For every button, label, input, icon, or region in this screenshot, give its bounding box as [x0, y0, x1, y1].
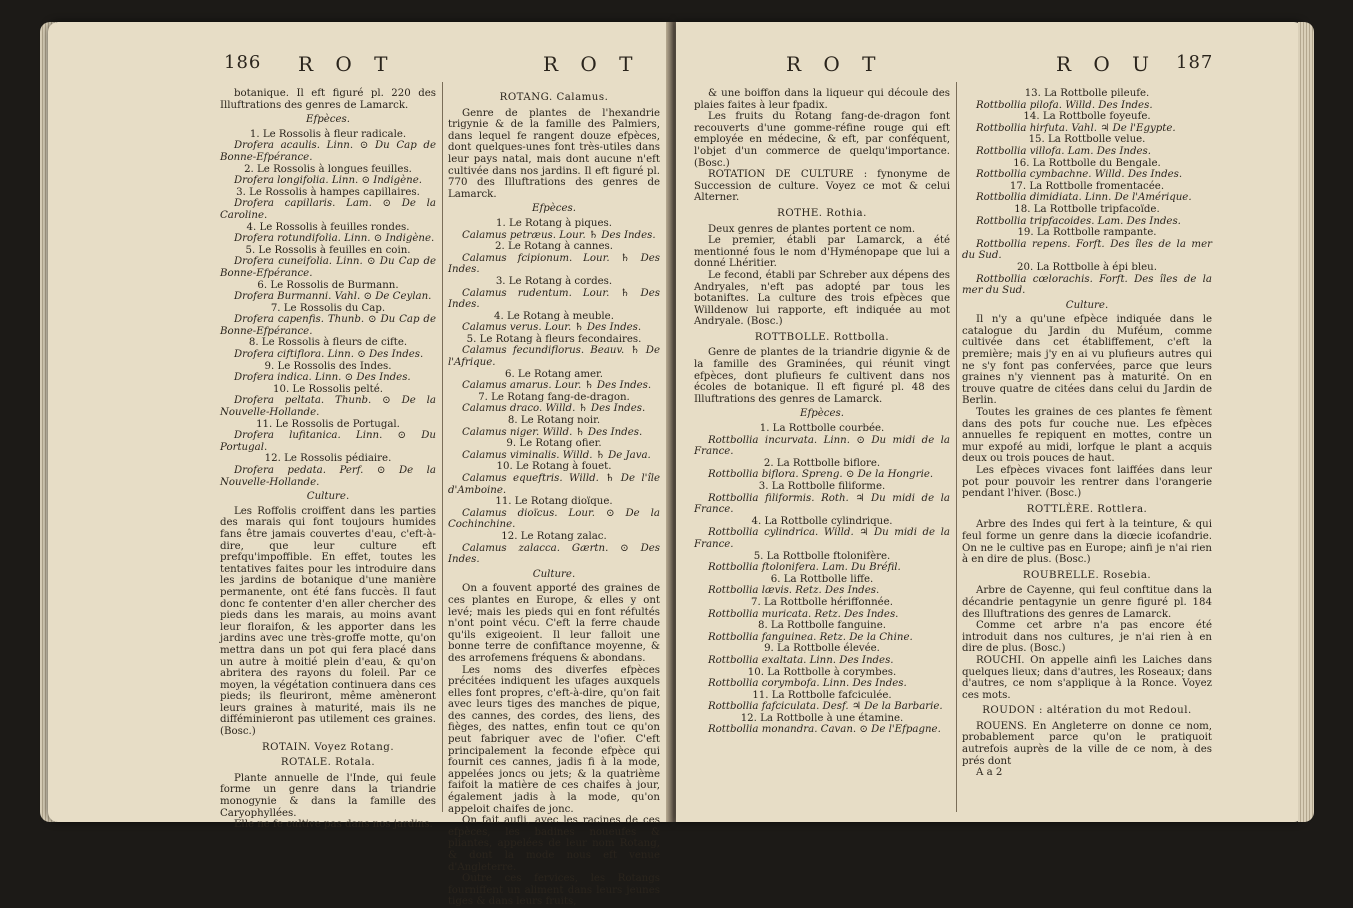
text-line: Les noms des diverfes efpèces précitées indiquent les ufages auxquels elles font propres, c'eft-à-dire, qu'on fait avec leurs tiges des manches de pique, des cannes, des cordes, des liens, des fièges, des nattes, enfin tout ce qu'on peut fabriquer avec de l'ofier. C'eft principalement la feconde efpèce qui fournit ces cannes, jadis fi à la mode, appelées joncs ou jets; & la quatrième faifoit la matière de ces chaifes à jour, également jadis à la mode, qu'on appeloit chaifes de jonc.: [448, 664, 660, 815]
text-line: Les fruits du Rotang fang-de-dragon font recouverts d'une gomme-réfine rouge qui eft employée en médecine, & eft, par conféquent, l'objet d'un commerce de quelqu'importance. (Bosc.): [694, 111, 950, 169]
text-line: 2. La Rottbolle biflore.: [763, 457, 881, 469]
text-line: Le fecond, établi par Schreber aux dépens des Andryales, n'eft pas adopté par tous les botaniftes. La culture des trois efpèces que Willdenow lui rapporte, eft indiquée au mot Andryale. (Bosc.): [694, 269, 950, 328]
text-line: Genre de plantes de la triandrie digynie & de la famille des Graminées, qui réunit vingt efpèces, dont plufieurs fe cultivent dans nos écoles de botanique. Il eft figuré pl. 48 des Illuftrations des genres de Lamarck.: [694, 347, 950, 405]
text-line: Arbre des Indes qui fert à la teinture, & qui feul forme un genre dans la diœcie icofandrie. On ne le cultive pas en Europe; ainfi je n'ai rien à en dire de plus. (Bosc.): [962, 519, 1212, 566]
text-line: 5. La Rottbolle ftolonifère.: [753, 550, 891, 562]
text-line: Drofera ciftiflora. Linn. ⊙ Des Indes.: [234, 349, 424, 361]
text-line: 12. Le Rossolis pédiaire.: [264, 453, 392, 465]
text-line: Rottbollia villofa. Lam. Des Indes.: [976, 145, 1151, 157]
text-line: 16. La Rottbolle du Bengale.: [1013, 157, 1161, 169]
text-line: Toutes les graines de ces plantes fe fèment dans des pots fur couche nue. Les efpèces annuelles fe repiquent en mottes, contre un mur expofé au midi, lorfque le plant a acquis deux ou trois pouces de haut.: [962, 407, 1212, 465]
text-line: Rottbollia muricata. Retz. Des Indes.: [708, 608, 899, 620]
text-line: Rottbollia exaltata. Linn. Des Indes.: [708, 654, 894, 666]
text-line: Genre de plantes de l'hexandrie trigynie & de la famille des Palmiers, dans lequel fe rangent douze efpèces, dont quelques-unes font très-utiles dans leur pays natal, mais dont aucune n'eft cultivée dans nos jardins. Il eft figuré pl. 770 des Illuftrations des genres de Lamarck.: [448, 107, 660, 200]
text-line: 11. Le Rossolis de Portugal.: [256, 418, 400, 430]
text-line: 17. La Rottbolle fromentacée.: [1009, 180, 1165, 192]
text-line: 1. Le Rotang à piques.: [496, 217, 612, 229]
text-line: Calamus rudentum. Lour. ♄ Des Indes.: [448, 287, 660, 311]
text-line: Calamus fecundiflorus. Beauv. ♄ De l'Afrique.: [448, 345, 660, 369]
text-line: Rottbollia lævis. Retz. Des Indes.: [708, 585, 880, 597]
text-line: Calamus petræus. Lour. ♄ Des Indes.: [462, 229, 656, 241]
text-line: 5. Le Rotang à fleurs fecondaires.: [466, 333, 642, 345]
text-line: Drofera peltata. Thunb. ⊙ De la Nouvelle-Hollande.: [220, 395, 436, 419]
text-line: Rottbollia fanguinea. Retz. De la Chine.: [708, 631, 913, 643]
text-line: ROUDON : altération du mot Redoul.: [982, 705, 1192, 717]
text-line: On fait aufli, avec les racines de ces efpèces, les badines noueufes & pliantes, appelées de leur nom Rotang, & dont la mode nous eft venue d'Angleterre.: [448, 815, 660, 873]
left-headword: R O T: [298, 52, 396, 76]
right-page-number: 187: [1176, 52, 1214, 73]
text-line: Rottbollia fafciculata. Desf. ♃ De la Barbarie.: [708, 701, 943, 713]
text-line: Rottbollia cymbachne. Willd. Des Indes.: [976, 169, 1183, 181]
text-line: Les Roffolis croiffent dans les parties des marais qui font toujours humides fans être jamais couvertes d'eau, c'eft-à-dire, que leur culture eft prefqu'impoffible. En effet, toutes les tentatives faites pour les introduire dans les jardins de botanique d'une manière permanente, ont été fans fuccès. Il faut donc fe contenter d'en aller chercher des pieds dans les marais, au moins avant leur floraifon, & les apporter dans les jardins avec une très-groffe motte, qu'on mettra dans un pot qui fera placé dans un autre à moitié plein d'eau, & qu'on abritera des rayons du foleil. Par ce moyen, la végétation continuera dans ces pieds; ils fleuriront, même amèneront leurs graines à maturité, mais ils ne difféminieront pas utilement ces graines. (Bosc.): [220, 505, 436, 738]
left-page-number: 186: [224, 52, 262, 73]
text-line: 7. La Rottbolle hériffonnée.: [751, 596, 893, 608]
text-line: Arbre de Cayenne, qui feul conftitue dans la décandrie pentagynie un genre figuré pl. 184 des Illuftrations des genres de Lamarck.: [962, 585, 1212, 620]
text-line: Drofera capenfis. Thunb. ⊙ Du Cap de Bonne-Efpérance.: [220, 314, 436, 337]
text-line: 9. Le Rossolis des Indes.: [264, 360, 392, 372]
text-line: Rottbollia pilofa. Willd. Des Indes.: [976, 99, 1153, 111]
left-running-head: [48, 52, 670, 78]
text-line: On a fouvent apporté des graines de ces plantes en Europe, & elles y ont levé; mais les pieds qui en font réfultés n'ont point vécu. C'eft la ferre chaude qu'ils exigeoient. Il leur falloit une bonne terre de confiftance moyenne, & des arrofemens fréquens & abondans.: [448, 583, 660, 664]
text-line: 19. La Rottbolle rampante.: [1017, 227, 1157, 239]
text-line: Comme cet arbre n'a pas encore été introduit dans nos cultures, je n'ai rien à en dire de plus. (Bosc.): [962, 620, 1212, 655]
text-line: Rottbollia corymbofa. Linn. Des Indes.: [708, 678, 907, 690]
left-headword-col2: R O T: [543, 52, 641, 76]
text-line: Calamus viminalis. Willd. ♄ De Java.: [462, 449, 651, 461]
text-line: 12. La Rottbolle à une étamine.: [740, 712, 904, 724]
text-line: Rottbollia cœlorachis. Forft. Des îles de la mer du Sud.: [962, 273, 1212, 297]
text-line: Calamus amarus. Lour. ♄ Des Indes.: [462, 380, 652, 392]
text-line: 11. Le Rotang dioïque.: [495, 496, 613, 508]
text-line: 6. Le Rotang amer.: [504, 368, 604, 380]
right-column-divider: [956, 82, 957, 812]
text-line: Rottbollia repens. Forft. Des îles de la mer du Sud.: [962, 238, 1212, 262]
text-line: Drofera lufitanica. Linn. ⊙ Du Portugal.: [220, 430, 436, 453]
text-line: Plante annuelle de l'Inde, qui feule forme un genre dans la triandrie monogynie & dans la famille des Caryophyllées.: [220, 772, 436, 819]
text-line: Rottbollia tripfacoides. Lam. Des Indes.: [976, 215, 1181, 227]
text-line: 10. Le Rossolis pelté.: [272, 383, 384, 395]
text-line: Efpèces.: [306, 114, 350, 126]
text-line: Rottbollia dimidiata. Linn. De l'Amérique.: [976, 192, 1192, 204]
text-line: Drofera cuneifolia. Linn. ⊙ Du Cap de Bonne-Efpérance.: [220, 256, 436, 279]
text-line: 7. Le Rossolis du Cap.: [270, 302, 386, 314]
text-line: 2. Le Rotang à cannes.: [495, 241, 613, 253]
text-line: Calamus zalacca. Gærtn. ⊙ Des Indes.: [448, 542, 660, 566]
text-line: 20. La Rottbolle à épi bleu.: [1017, 261, 1157, 273]
text-line: ROTHE. Rothia.: [777, 207, 867, 219]
text-line: 8. La Rottbolle fanguine.: [757, 620, 887, 632]
text-line: Rottbollia hirfuta. Vahl. ♃ De l'Egypte.: [976, 122, 1176, 134]
text-line: 4. Le Rotang à meuble.: [494, 310, 614, 322]
text-line: Calamus fcipionum. Lour. ♄ Des Indes.: [448, 252, 660, 276]
right-page-edge: [1298, 22, 1314, 822]
text-line: 8. Le Rossolis à fleurs de cifte.: [248, 337, 408, 349]
text-line: ROUENS. En Angleterre on donne ce nom, probablement parce qu'on le pratiquoit autrefois auprès de la ville de ce nom, à des prés dont: [962, 720, 1212, 767]
text-line: 10. Le Rotang à fouet.: [496, 461, 612, 473]
text-line: Calamus draco. Willd. ♄ Des Indes.: [462, 403, 646, 415]
right-column-1: [694, 88, 950, 736]
text-line: Drofera pedata. Perf. ⊙ De la Nouvelle-Hollande.: [220, 465, 436, 488]
text-line: botanique. Il eft figuré pl. 220 des Illuftrations des genres de Lamarck.: [220, 88, 436, 111]
text-line: Rottbollia biflora. Spreng. ⊙ De la Hongrie.: [708, 469, 934, 481]
text-line: Calamus dioïcus. Lour. ⊙ De la Cochinchine.: [448, 507, 660, 531]
text-line: 6. Le Rossolis de Burmann.: [257, 279, 399, 291]
text-line: Il n'y a qu'une efpèce indiquée dans le catalogue du Jardin du Muféum, comme cultivée dans cet établiffement, c'eft la première; mais j'y en ai vu plufieurs autres qui ne s'y font pas confervées, parce que leurs graines n'y viennent pas à maturité. On en trouve quatre de citées dans celui du Jardin de Berlin.: [962, 314, 1212, 407]
text-line: 18. La Rottbolle tripfacoïde.: [1014, 203, 1160, 215]
text-line: Drofera Burmanni. Vahl. ⊙ De Ceylan.: [234, 291, 432, 303]
text-line: 3. Le Rotang à cordes.: [495, 275, 613, 287]
text-line: ROTALE. Rotala.: [280, 757, 376, 769]
text-line: 3. La Rottbolle filiforme.: [758, 481, 886, 492]
left-column-1: [220, 88, 436, 831]
text-line: 10. La Rottbolle à corymbes.: [747, 666, 897, 678]
text-line: Culture.: [532, 568, 576, 580]
text-line: Calamus verus. Lour. ♄ Des Indes.: [462, 322, 642, 334]
text-line: Rottbollia filiformis. Roth. ♃ Du midi de la France.: [694, 492, 950, 516]
text-line: Outre ces fervices, les Rotangs fourniffent un aliment dans leurs jeunes tiges & dans leurs fruits,: [448, 873, 660, 908]
right-page: [676, 22, 1304, 822]
left-column-divider: [442, 82, 443, 812]
text-line: 4. La Rottbolle cylindrique.: [751, 515, 893, 527]
text-line: ROTTBOLLE. Rottbolla.: [754, 331, 890, 343]
left-page: [48, 22, 670, 908]
text-line: Calamus equeftris. Willd. ♄ De l'île d'Amboine.: [448, 473, 660, 496]
text-line: 1. La Rottbolle courbée.: [759, 423, 885, 435]
right-column-2: [962, 88, 1212, 779]
text-line: Efpèces.: [532, 203, 576, 215]
right-headword-left: R O T: [786, 52, 884, 76]
text-line: Drofera longifolia. Linn. ⊙ Indigène.: [234, 175, 422, 187]
text-line: Drofera indica. Linn. ⊙ Des Indes.: [234, 372, 411, 384]
text-line: Elle ne fe cultive pas dans nos jardins.: [234, 819, 433, 831]
text-line: ROTAIN. Voyez Rotang.: [261, 741, 395, 753]
text-line: Les efpèces vivaces font laiffées dans leur pot pour pouvoir les rentrer dans l'orangerie pendant l'hiver. (Bosc.): [962, 465, 1212, 500]
text-line: ROUBRELLE. Rosebia.: [1022, 569, 1152, 581]
text-line: Drofera capillaris. Lam. ⊙ De la Caroline.: [220, 198, 436, 221]
text-line: & une boiffon dans la liqueur qui découle des plaies faites à leur fpadix.: [694, 88, 950, 111]
text-line: 9. La Rottbolle élevée.: [764, 643, 880, 655]
text-line: 8. Le Rotang noir.: [507, 415, 601, 427]
text-line: 9. Le Rotang ofier.: [506, 438, 602, 450]
text-line: Drofera acaulis. Linn. ⊙ Du Cap de Bonne-Efpérance.: [220, 140, 436, 163]
text-line: ROTANG. Calamus.: [499, 92, 609, 103]
text-line: Rottbollia ftolonifera. Lam. Du Bréfil.: [708, 562, 901, 574]
text-line: 3. Le Rossolis à hampes capillaires.: [236, 186, 420, 198]
text-line: Rottbollia monandra. Cavan. ⊙ De l'Efpagne.: [708, 724, 941, 736]
text-line: Culture.: [306, 491, 350, 503]
text-line: 1. Le Rossolis à fleur radicale.: [249, 128, 407, 140]
text-line: 6. La Rottbolle liffe.: [770, 573, 874, 585]
text-line: 11. La Rottbolle fafciculée.: [752, 689, 892, 701]
text-line: Drofera rotundifolia. Linn. ⊙ Indigène.: [234, 233, 435, 245]
text-line: ROTATION DE CULTURE : fynonyme de Succession de culture. Voyez ce mot & celui Alterner.: [694, 169, 950, 204]
text-line: Culture.: [1065, 299, 1109, 311]
text-line: 14. La Rottbolle foyeufe.: [1023, 111, 1151, 123]
text-line: 5. Le Rossolis à feuilles en coin.: [245, 244, 411, 256]
text-line: A a 2: [976, 767, 1003, 779]
text-line: Rottbollia incurvata. Linn. ⊙ Du midi de la France.: [694, 434, 950, 458]
text-line: 4. Le Rossolis à feuilles rondes.: [246, 221, 410, 233]
text-line: Calamus niger. Willd. ♄ Des Indes.: [462, 426, 643, 438]
text-line: 2. Le Rossolis à longues feuilles.: [244, 163, 412, 175]
text-line: 12. Le Rotang zalac.: [501, 530, 607, 542]
right-headword-right: R O U: [1056, 52, 1158, 76]
text-line: Efpèces.: [800, 408, 844, 420]
right-running-head: [676, 52, 1304, 78]
text-line: Deux genres de plantes portent ce nom.: [708, 223, 916, 235]
text-line: 7. Le Rotang fang-de-dragon.: [478, 391, 630, 403]
text-line: ROUCHI. On appelle ainfi les Laiches dans quelques lieux; dans d'autres, les Roseaux; dans d'autres, ce nom s'applique à la Ronce. Voyez ces mots.: [962, 654, 1212, 701]
text-line: 13. La Rottbolle pileufe.: [1024, 88, 1150, 99]
left-column-2: [448, 88, 660, 908]
text-line: 15. La Rottbolle velue.: [1028, 134, 1146, 146]
text-line: ROTTLÈRE. Rottlera.: [1026, 503, 1148, 515]
text-line: Le premier, établi par Lamarck, a été mentionné fous le nom d'Hyménopape que lui a donné Lhéritier.: [694, 235, 950, 270]
text-line: Rottbollia cylindrica. Willd. ♃ Du midi de la France.: [694, 527, 950, 550]
